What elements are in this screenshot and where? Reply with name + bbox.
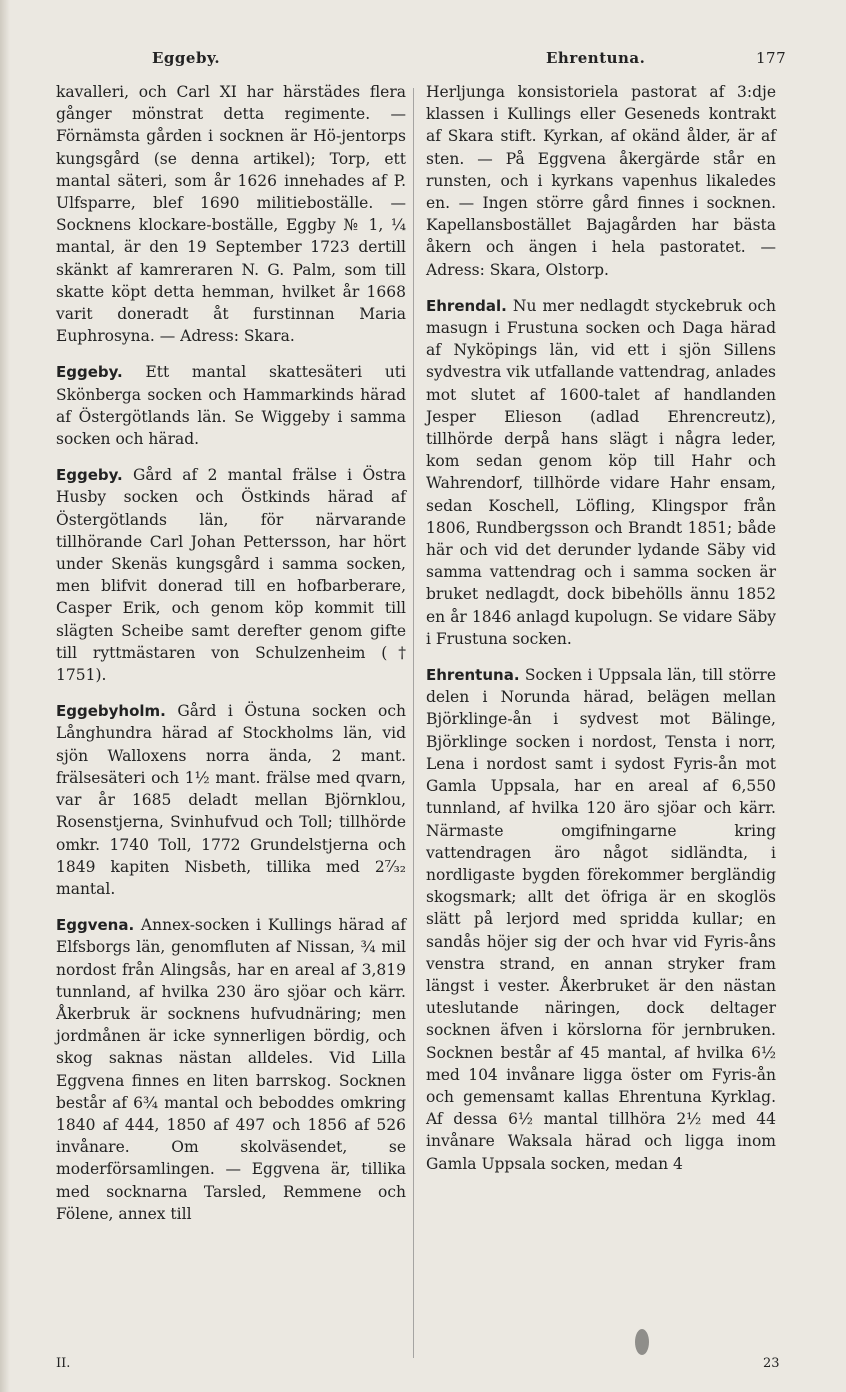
entry-text: Gård af 2 mantal frälse i Östra Husby socken och Östkinds härad af Östergötlands län, för närvarande tillhörande Carl Johan Pettersson, har hört under Skenäs kungsgård i samma socken, men blifvit donerad till en hofbarberare, Casper Erik, och genom köp kommit till slägten Scheibe samt derefter genom gifte till ryttmästaren von Schulzenheim († 1751).	[56, 466, 406, 685]
ink-blot	[635, 1329, 649, 1355]
entry-headword: Eggvena.	[56, 916, 135, 935]
entry-headword: Ehrendal.	[426, 296, 507, 315]
running-head-left: Eggeby.	[152, 49, 221, 67]
signature-mark-left: II.	[56, 1356, 71, 1371]
entry-text: Nu mer nedlagdt styckebruk och masugn i Frustuna socken och Daga härad af Nyköpings län, vid ett i sjön Sillens sydvestra vik utfallande vattendrag, anlades mot slutet af 1600-talet af handlanden Jesper Elieson (adlad Ehrencreutz), tillhörde derpå hans slägt i några leder, kom sedan genom köp till Hahr och Wahrendorf, tillhörde vidare Hahr ensam, sedan Koschell, Löfling, Klingspor från 1806, Rundbergsson och Brandt 1851; både här och vid det derunder lydande Säby vid samma vattendrag och i samma socken är bruket nedlagdt, dock bibehölls ännu 1852 en år 1846 anlagd kupolugn. Se vidare Säby i Frustuna socken.	[426, 296, 776, 648]
entry-eggeby-1	[56, 361, 406, 450]
signature-mark-right: 23	[763, 1356, 780, 1371]
entry-ehrendal	[426, 295, 776, 650]
left-column	[56, 81, 406, 1239]
entry-headword: Eggeby.	[56, 363, 123, 382]
entry-headword: Eggebyholm.	[56, 702, 166, 721]
page-edge	[0, 0, 10, 1392]
entry-text: Socken i Uppsala län, till större delen i Norunda härad, belägen mellan Björklinge-ån i sydvest mot Bälinge, Björklinge socken i nordost, Tensta i norr, Lena i nordost samt i sydost Fyris-ån mot Gamla Uppsala, har en areal af 6,550 tunnland, af hvilka 120 äro sjöar och kärr. Närmaste omgifningarne kring vattendragen äro något sidländta, i nordligaste bygden förekommer bergländig skogsmark; allt det öfriga är en skoglös slätt på lerjord med spridda kullar; en sandås höjer sig der och hvar vid Fyris-åns venstra strand, en annan stryker fram längst i vester. Åkerbruket är den nästan uteslutande näringen, dock deltager socknen äfven i körslorna för jernbruken. Socknen består af 45 mantal, af hvilka 6½ med 104 invånare ligga öster om Fyris-ån och gemensamt kallas Ehrentuna Kyrklag. Af dessa 6½ mantal tillhöra 2½ med 44 invånare Waksala härad och ligga inom Gamla Uppsala socken, medan 4	[426, 666, 776, 1173]
continued-paragraph: kavalleri, och Carl XI har härstädes flera gånger mönstrat detta regimente. — Förnämsta gården i socknen är Hö-jentorps kungsgård (se denna artikel); Torp, ett mantal säteri, som år 1626 innehades af P. Ulfsparre, blef 1690 militieboställe. — Socknens klockare-boställe, Eggby № 1, ¼ mantal, är den 19 September 1723 dertill skänkt af kamreraren N. G. Palm, som till skatte köpt detta hemman, hvilket år 1668 varit doneradt åt furstinnan Maria Euphrosyna. — Adress: Skara.	[56, 83, 406, 346]
entry-text: Gård i Östuna socken och Långhundra härad af Stockholms län, vid sjön Walloxens norra ända, 2 mant. frälsesäteri och 1½ mant. frälse med qvarn, var år 1685 deladt mellan Björnklou, Rosenstjerna, Svinhufvud och Toll; tillhörde omkr. 1740 Toll, 1772 Grundelstjerna och 1849 kapiten Nisbeth, tillika med 2⁷⁄₃₂ mantal.	[56, 702, 406, 898]
entry-eggeby-2	[56, 464, 406, 686]
entry-ehrentuna	[426, 664, 776, 1175]
running-head-right: Ehrentuna.	[546, 49, 646, 67]
page-number: 177	[756, 49, 787, 67]
entry-headword: Ehrentuna.	[426, 666, 520, 685]
column-divider	[413, 88, 414, 1358]
entry-headword: Eggeby.	[56, 466, 123, 485]
entry-eggebyholm	[56, 700, 406, 900]
entry-text: Annex-socken i Kullings härad af Elfsborgs län, genomfluten af Nissan, ¾ mil nordost från Alingsås, har en areal af 3,819 tunnland, af hvilka 230 äro sjöar och kärr. Åkerbruk är socknens hufvudnäring; men jordmånen är icke synnerligen bördig, och skog saknas nästan alldeles. Vid Lilla Eggvena finnes en liten barrskog. Socknen består af 6¾ mantal och beboddes omkring 1840 af 444, 1850 af 497 och 1856 af 526 invånare. Om skolväsendet, se moderförsamlingen. — Eggvena är, tillika med socknarna Tarsled, Remmene och Fölene, annex till	[56, 916, 406, 1223]
entry-text: Ett mantal skattesäteri uti Skönberga socken och Hammarkinds härad af Östergötlands län. Se Wiggeby i samma socken och härad.	[56, 363, 406, 449]
right-column	[426, 81, 776, 1189]
continued-paragraph: Herljunga konsistoriela pastorat af 3:dje klassen i Kullings eller Geseneds kontrakt af Skara stift. Kyrkan, af okänd ålder, är af sten. — På Eggvena åkergärde står en runsten, och i kyrkans vapenhus likaledes en. — Ingen större gård finnes i socknen. Kapellansbostället Bajagården har bästa åkern och ängen i hela pastoratet. — Adress: Skara, Olstorp.	[426, 83, 776, 279]
entry-eggvena	[56, 914, 406, 1225]
